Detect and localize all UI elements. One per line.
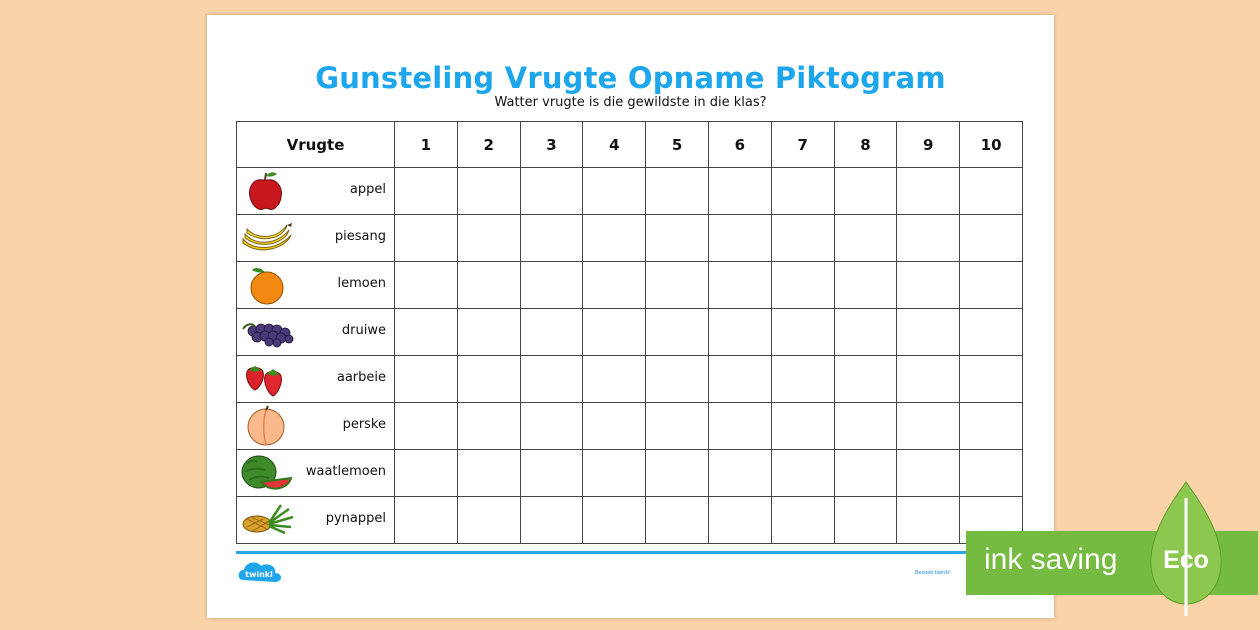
tally-cell[interactable] bbox=[708, 168, 771, 215]
tally-cell[interactable] bbox=[960, 215, 1023, 262]
tally-cell[interactable] bbox=[708, 262, 771, 309]
fruit-label: pynappel bbox=[325, 511, 386, 526]
table-header-row bbox=[237, 122, 1023, 168]
peach-icon bbox=[239, 405, 295, 447]
fruit-cell-piesang bbox=[237, 215, 395, 262]
fruit-label: piesang bbox=[334, 229, 386, 244]
tally-cell[interactable] bbox=[708, 215, 771, 262]
fruit-cell-pynappel bbox=[237, 497, 395, 544]
fruit-cell-appel bbox=[237, 168, 395, 215]
tally-cell[interactable] bbox=[897, 497, 960, 544]
tally-cell[interactable] bbox=[708, 403, 771, 450]
tally-cell[interactable] bbox=[834, 168, 897, 215]
tally-cell[interactable] bbox=[520, 215, 583, 262]
tally-cell[interactable] bbox=[897, 168, 960, 215]
banana-icon bbox=[239, 217, 295, 259]
tally-cell[interactable] bbox=[583, 356, 646, 403]
tally-cell[interactable] bbox=[583, 262, 646, 309]
tally-cell[interactable] bbox=[520, 403, 583, 450]
tally-cell[interactable] bbox=[834, 309, 897, 356]
header-col-4: 4 bbox=[583, 122, 646, 168]
tally-cell[interactable] bbox=[897, 262, 960, 309]
table-row bbox=[237, 215, 1023, 262]
tally-cell[interactable] bbox=[897, 450, 960, 497]
header-col-10: 10 bbox=[960, 122, 1023, 168]
footer-website-text: Besoek twinkl bbox=[915, 570, 950, 576]
tally-cell[interactable] bbox=[834, 262, 897, 309]
header-col-5: 5 bbox=[646, 122, 709, 168]
tally-cell[interactable] bbox=[583, 309, 646, 356]
tally-cell[interactable] bbox=[646, 262, 709, 309]
header-col-9: 9 bbox=[897, 122, 960, 168]
tally-cell[interactable] bbox=[834, 497, 897, 544]
tally-cell[interactable] bbox=[395, 356, 458, 403]
header-fruit: Vrugte bbox=[237, 122, 395, 168]
tally-cell[interactable] bbox=[583, 215, 646, 262]
tally-cell[interactable] bbox=[771, 262, 834, 309]
fruit-cell-waatlemoen bbox=[237, 450, 395, 497]
table-row bbox=[237, 309, 1023, 356]
tally-cell[interactable] bbox=[708, 356, 771, 403]
fruit-cell-aarbeie bbox=[237, 356, 395, 403]
header-col-6: 6 bbox=[708, 122, 771, 168]
tally-cell[interactable] bbox=[897, 309, 960, 356]
fruit-label: perske bbox=[342, 417, 386, 432]
tally-cell[interactable] bbox=[646, 309, 709, 356]
fruit-cell-druiwe bbox=[237, 309, 395, 356]
table-row bbox=[237, 168, 1023, 215]
fruit-label: lemoen bbox=[337, 276, 386, 291]
worksheet-page bbox=[207, 15, 1054, 618]
tally-cell[interactable] bbox=[520, 262, 583, 309]
tally-cell[interactable] bbox=[520, 497, 583, 544]
tally-cell[interactable] bbox=[960, 168, 1023, 215]
strawberry-icon bbox=[239, 358, 295, 400]
fruit-label: waatlemoen bbox=[305, 464, 386, 479]
tally-cell[interactable] bbox=[583, 168, 646, 215]
table-row bbox=[237, 497, 1023, 544]
worksheet-title: Gunsteling Vrugte Opname Piktogram bbox=[315, 61, 946, 95]
tally-cell[interactable] bbox=[395, 168, 458, 215]
table-row bbox=[237, 403, 1023, 450]
header-col-8: 8 bbox=[834, 122, 897, 168]
tally-cell[interactable] bbox=[646, 168, 709, 215]
tally-cell[interactable] bbox=[457, 356, 520, 403]
watermelon-icon bbox=[239, 452, 295, 494]
tally-cell[interactable] bbox=[395, 497, 458, 544]
header-col-1: 1 bbox=[395, 122, 458, 168]
fruit-label: aarbeie bbox=[336, 370, 386, 385]
header-col-7: 7 bbox=[771, 122, 834, 168]
logo-text: twinkl bbox=[245, 570, 273, 579]
tally-cell[interactable] bbox=[520, 356, 583, 403]
orange-icon bbox=[239, 264, 295, 306]
tally-cell[interactable] bbox=[457, 497, 520, 544]
tally-cell[interactable] bbox=[897, 356, 960, 403]
ink-saving-text: ink saving bbox=[984, 543, 1118, 576]
tally-cell[interactable] bbox=[960, 403, 1023, 450]
tally-cell[interactable] bbox=[457, 450, 520, 497]
tally-cell[interactable] bbox=[771, 497, 834, 544]
tally-cell[interactable] bbox=[834, 403, 897, 450]
twinkl-logo bbox=[237, 558, 283, 586]
table-row bbox=[237, 356, 1023, 403]
tally-cell[interactable] bbox=[646, 497, 709, 544]
tally-cell[interactable] bbox=[708, 309, 771, 356]
tally-cell[interactable] bbox=[771, 215, 834, 262]
tally-cell[interactable] bbox=[457, 403, 520, 450]
tally-cell[interactable] bbox=[395, 215, 458, 262]
tally-cell[interactable] bbox=[771, 168, 834, 215]
tally-cell[interactable] bbox=[897, 215, 960, 262]
tally-cell[interactable] bbox=[457, 168, 520, 215]
tally-cell[interactable] bbox=[708, 497, 771, 544]
tally-cell[interactable] bbox=[646, 450, 709, 497]
tally-cell[interactable] bbox=[897, 403, 960, 450]
fruit-label: druiwe bbox=[341, 323, 386, 338]
tally-cell[interactable] bbox=[771, 450, 834, 497]
tally-cell[interactable] bbox=[834, 356, 897, 403]
tally-cell[interactable] bbox=[771, 309, 834, 356]
table-row bbox=[237, 262, 1023, 309]
tally-cell[interactable] bbox=[520, 309, 583, 356]
tally-cell[interactable] bbox=[960, 309, 1023, 356]
tally-cell[interactable] bbox=[395, 403, 458, 450]
pineapple-icon bbox=[239, 499, 295, 541]
tally-cell[interactable] bbox=[960, 356, 1023, 403]
tally-cell[interactable] bbox=[960, 450, 1023, 497]
tally-cell[interactable] bbox=[395, 309, 458, 356]
tally-cell[interactable] bbox=[771, 356, 834, 403]
apple-icon bbox=[239, 170, 295, 212]
tally-cell[interactable] bbox=[646, 356, 709, 403]
worksheet-subtitle: Watter vrugte is die gewildste in die klas? bbox=[494, 95, 767, 110]
tally-cell[interactable] bbox=[457, 215, 520, 262]
tally-cell[interactable] bbox=[583, 403, 646, 450]
grapes-icon bbox=[239, 311, 295, 353]
fruit-label: appel bbox=[349, 182, 386, 197]
tally-cell[interactable] bbox=[520, 168, 583, 215]
tally-cell[interactable] bbox=[646, 403, 709, 450]
tally-cell[interactable] bbox=[457, 309, 520, 356]
pictogram-table bbox=[236, 121, 1023, 544]
tally-cell[interactable] bbox=[834, 215, 897, 262]
header-col-2: 2 bbox=[457, 122, 520, 168]
tally-cell[interactable] bbox=[520, 450, 583, 497]
fruit-cell-perske bbox=[237, 403, 395, 450]
eco-word: Eco bbox=[1163, 546, 1209, 574]
table-row bbox=[237, 450, 1023, 497]
tally-cell[interactable] bbox=[583, 497, 646, 544]
tally-cell[interactable] bbox=[457, 262, 520, 309]
header-col-3: 3 bbox=[520, 122, 583, 168]
tally-cell[interactable] bbox=[771, 403, 834, 450]
tally-cell[interactable] bbox=[646, 215, 709, 262]
tally-cell[interactable] bbox=[708, 450, 771, 497]
tally-cell[interactable] bbox=[395, 450, 458, 497]
footer-divider bbox=[236, 551, 1023, 554]
tally-cell[interactable] bbox=[395, 262, 458, 309]
tally-cell[interactable] bbox=[834, 450, 897, 497]
tally-cell[interactable] bbox=[583, 450, 646, 497]
tally-cell[interactable] bbox=[960, 262, 1023, 309]
fruit-cell-lemoen bbox=[237, 262, 395, 309]
